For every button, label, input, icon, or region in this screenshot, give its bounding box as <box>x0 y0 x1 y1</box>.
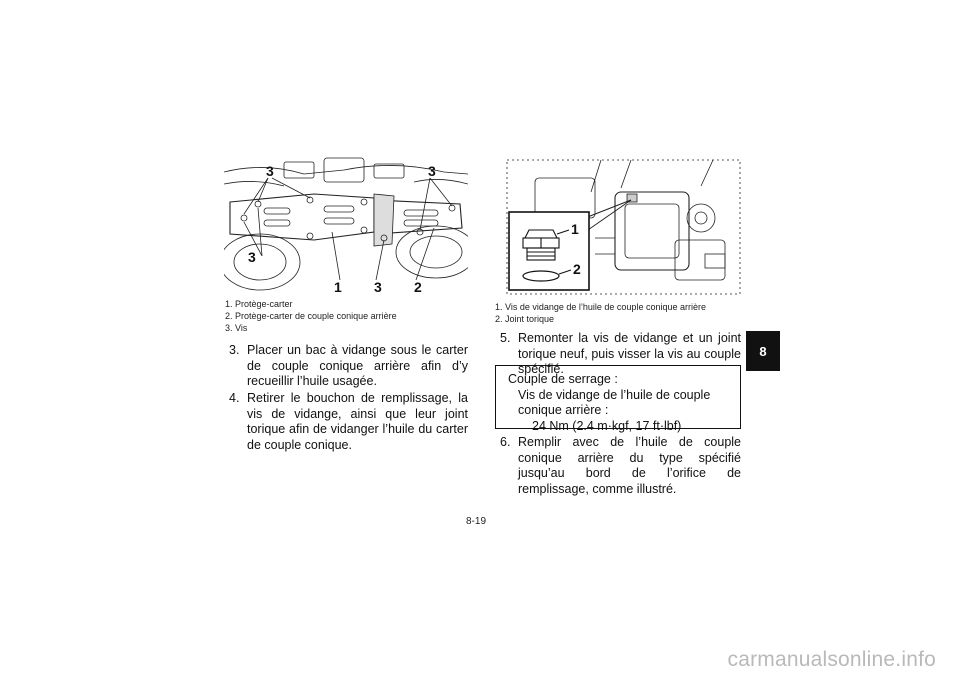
step-number: 3. <box>229 343 240 357</box>
step-6 <box>500 435 741 497</box>
page-number: 8-19 <box>466 516 487 527</box>
drain-bolt-drawing <box>505 158 742 296</box>
callout-2-o-ring: 2 <box>573 261 581 277</box>
callout-3-bottom-mid: 3 <box>374 279 382 294</box>
left-figure-legend <box>225 298 397 334</box>
left-legend-item: 2. Protège-carter de couple conique arrière <box>225 311 397 321</box>
step-text: Remonter la vis de vidange et un joint torique neuf, puis visser la vis au couple spécifié. <box>518 331 741 376</box>
torque-box-value: 24 Nm (2.4 m·kgf, 17 ft·lbf) <box>532 418 682 433</box>
step-text: Retirer le bouchon de remplissage, la vis de vidange, ainsi que leur joint torique afin de vidanger l’huile du carter de couple conique. <box>247 391 468 452</box>
step-text: Remplir avec de l’huile de couple conique arrière du type spécifié jusqu’au bord de l’orifice de remplissage, comme illustré. <box>518 435 741 496</box>
left-legend-item: 3. Vis <box>225 323 248 333</box>
skid-plate-drawing <box>224 152 468 294</box>
step-text: Placer un bac à vidange sous le carter de couple conique arrière afin d’y recueillir l’huile usagée. <box>247 343 468 388</box>
right-illustration <box>505 158 742 296</box>
torque-spec-box <box>495 365 741 433</box>
step-number: 4. <box>229 391 240 405</box>
callout-3-bottom-left: 3 <box>248 249 256 265</box>
callout-2: 2 <box>414 279 422 294</box>
step-4 <box>229 391 468 453</box>
right-legend-item: 1. Vis de vidange de l’huile de couple conique arrière <box>495 302 706 312</box>
callout-3-top-left: 3 <box>266 163 274 179</box>
watermark: carmanualsonline.info <box>727 648 936 671</box>
callout-1: 1 <box>334 279 342 294</box>
step-3 <box>229 343 468 390</box>
step-number: 5. <box>500 331 511 345</box>
left-legend-item: 1. Protège-carter <box>225 299 293 309</box>
right-legend-item: 2. Joint torique <box>495 314 555 324</box>
left-illustration <box>224 152 468 294</box>
torque-box-title: Couple de serrage : <box>508 372 618 386</box>
step-number: 6. <box>500 435 511 449</box>
torque-box-item: Vis de vidange de l’huile de couple conique arrière : <box>518 387 711 417</box>
right-figure-legend <box>495 301 706 325</box>
chapter-tab: 8 <box>746 331 780 371</box>
callout-1-drain-bolt: 1 <box>571 221 579 237</box>
callout-3-top-right: 3 <box>428 163 436 179</box>
